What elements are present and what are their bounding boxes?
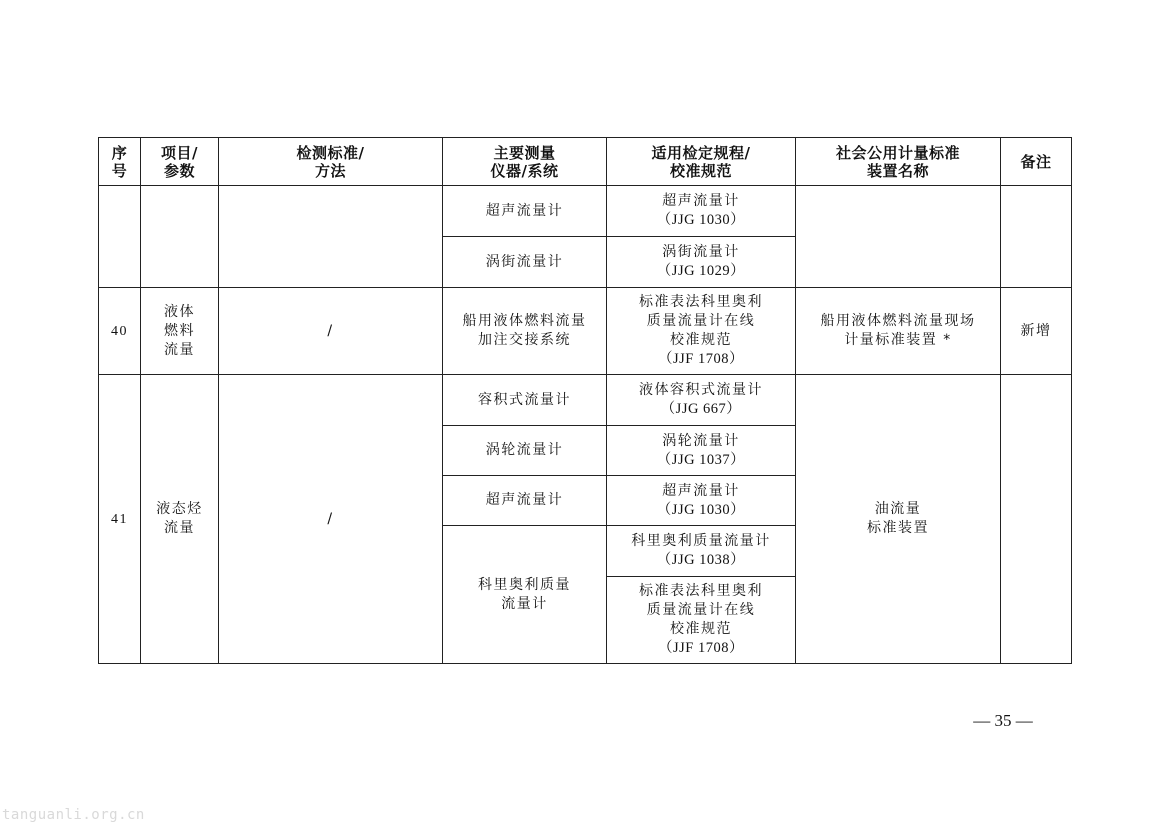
header-regulation: 适用检定规程/ 校准规范 bbox=[607, 138, 796, 186]
instrument-cell: 超声流量计 bbox=[443, 186, 607, 237]
watermark: tanguanli.org.cn bbox=[2, 807, 145, 823]
instrument-cell: 涡轮流量计 bbox=[443, 426, 607, 476]
table-row bbox=[99, 375, 1072, 426]
regulation-cell: 标准表法科里奥利 质量流量计在线 校准规范 （JJF 1708） bbox=[607, 288, 796, 375]
cont-item-cell bbox=[141, 186, 219, 288]
regulation-cell: 标准表法科里奥利 质量流量计在线 校准规范 （JJF 1708） bbox=[607, 577, 796, 664]
device-cell: 船用液体燃料流量现场 计量标准装置 * bbox=[796, 288, 1001, 375]
cont-remark-cell bbox=[1001, 186, 1072, 288]
regulation-cell: 超声流量计 （JJG 1030） bbox=[607, 186, 796, 237]
seq-cell: 40 bbox=[99, 288, 141, 375]
regulation-cell: 科里奥利质量流量计 （JJG 1038） bbox=[607, 526, 796, 577]
item-cell: 液态烃 流量 bbox=[141, 375, 219, 664]
regulation-cell: 涡街流量计 （JJG 1029） bbox=[607, 237, 796, 288]
seq-cell: 41 bbox=[99, 375, 141, 664]
remark-cell bbox=[1001, 375, 1072, 664]
metrology-table bbox=[98, 137, 1072, 664]
regulation-cell: 涡轮流量计 （JJG 1037） bbox=[607, 426, 796, 476]
regulation-cell: 液体容积式流量计 （JJG 667） bbox=[607, 375, 796, 426]
header-standard: 检测标准/ 方法 bbox=[219, 138, 443, 186]
page-number: — 35 — bbox=[973, 711, 1033, 730]
standard-cell: / bbox=[219, 288, 443, 375]
instrument-cell: 科里奥利质量 流量计 bbox=[443, 526, 607, 664]
header-item: 项目/ 参数 bbox=[141, 138, 219, 186]
instrument-cell: 容积式流量计 bbox=[443, 375, 607, 426]
instrument-cell: 涡街流量计 bbox=[443, 237, 607, 288]
table-row bbox=[99, 186, 1072, 237]
cont-device-cell bbox=[796, 186, 1001, 288]
table-row bbox=[99, 288, 1072, 375]
cont-seq-cell bbox=[99, 186, 141, 288]
remark-cell: 新增 bbox=[1001, 288, 1072, 375]
regulation-cell: 超声流量计 （JJG 1030） bbox=[607, 476, 796, 526]
header-row bbox=[99, 138, 1072, 186]
header-seq: 序 号 bbox=[99, 138, 141, 186]
device-cell: 油流量 标准装置 bbox=[796, 375, 1001, 664]
header-remark: 备注 bbox=[1001, 138, 1072, 186]
header-device: 社会公用计量标准 装置名称 bbox=[796, 138, 1001, 186]
instrument-cell: 超声流量计 bbox=[443, 476, 607, 526]
cont-standard-cell bbox=[219, 186, 443, 288]
header-instrument: 主要测量 仪器/系统 bbox=[443, 138, 607, 186]
instrument-cell: 船用液体燃料流量 加注交接系统 bbox=[443, 288, 607, 375]
standard-cell: / bbox=[219, 375, 443, 664]
item-cell: 液体 燃料 流量 bbox=[141, 288, 219, 375]
